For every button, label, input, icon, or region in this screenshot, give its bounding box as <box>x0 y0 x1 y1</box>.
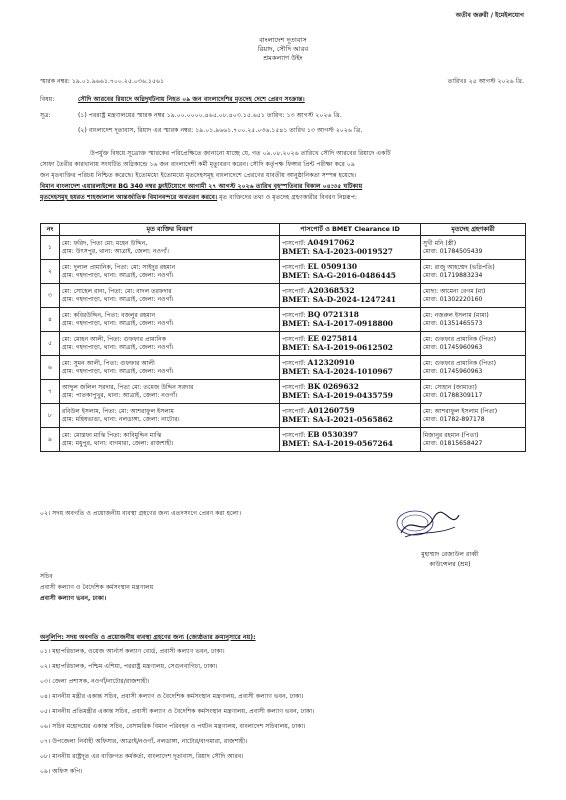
passport-cell <box>280 428 421 452</box>
signature-underline <box>405 527 455 537</box>
passport-number: EE 0275814 <box>307 334 358 343</box>
bmet-id: SA-I-2019-0567264 <box>312 438 393 448</box>
col-header-passport: পাসপোর্ট ও BMET Clearance ID <box>280 224 421 236</box>
copy-item: ০৯। অফিস কপি। <box>40 768 83 775</box>
deceased-address: গ্রাম: পাতকাপুখুর, থানা: আত্রাই, জেলা: নওগাঁ। <box>62 391 178 399</box>
sources-label: সূত্র: <box>40 112 51 119</box>
passport-number: A12320910 <box>307 358 355 367</box>
copy-item: ০১। মহাপরিচালক, ওয়েজ আর্নার্স কল্যাণ বোর্ড, প্রবাসী কল্যাণ ভবন, ঢাকা। <box>40 648 225 655</box>
passport-cell <box>280 308 421 332</box>
org-wing: শ্রমকল্যাণ উইং <box>263 54 303 62</box>
row-number: ৬ <box>41 356 60 380</box>
source-item: (২) বাংলাদেশ দূতাবাস, রিয়াদ এর স্মারক নম্বর: ১৯.০১.৯৬৬১.৭০০.২৫.০৩৬.১৫৪১ তারিখ ১৩ আগস্ট ২০২৬ খ্রি. <box>78 127 363 134</box>
receiver-name: সুখী মনি (স্ত্রী) <box>423 240 457 247</box>
table-row <box>41 332 526 356</box>
bmet-id: SA-I-2019-0435759 <box>312 390 393 400</box>
source-item: (১) পররাষ্ট্র মন্ত্রণালয়ের স্মারক নম্বর ১৯.০০.০০০০.৪৬৫.০৮.৪০৩.১৫.৬৫১ তারিখ: ১৩ আগস্ট ২০২৬ খ্রি. <box>78 112 342 119</box>
flight-info: বিমান বাংলাদেশ এয়ারলাইন্সের BG 340 নম্বর ফ্লাইটযোগে আগামী ২৭ আগস্ট ২০২৬ তারিখ বৃহস্পতিবার বিকাল ০৪:৩৫ ঘটিকায় <box>40 183 363 190</box>
receiver-phone: মোবা: 01782-897178 <box>423 415 485 423</box>
bmet-line <box>282 272 418 281</box>
table-header-row <box>41 224 526 236</box>
deceased-table <box>40 223 526 452</box>
passport-cell <box>280 332 421 356</box>
passport-number: EB 0530397 <box>307 430 359 439</box>
deceased-name: মো: কবিরউদ্দিন, পিতা: বজলুর রহমান <box>62 312 156 319</box>
subject-text: সৌদি আরবের রিয়াদে অগ্নিদুর্ঘটনায় নিহত ০৯ জন বাংলাদেশির মৃতদেহ দেশে প্রেরণ সংক্রান্ত। <box>78 96 305 103</box>
passport-label: পাসপোর্ট: <box>282 312 308 319</box>
receiver-name: মো: সোহান (জামাতা) <box>423 384 477 391</box>
passport-number: BQ 0721318 <box>307 310 359 319</box>
receiver-phone: মোবা: 01745960963 <box>423 367 483 375</box>
recipient-ministry: প্রবাসী কল্যাণ ও বৈদেশিক কর্মসংস্থান মন্ত্রণালয় <box>40 584 154 591</box>
bmet-label: BMET: <box>282 318 313 328</box>
deceased-address: গ্রাম: উৎসপুর, থানা: আত্রাই, জেলা: নওগাঁ। <box>62 247 169 255</box>
copy-item: ০২। মহাপরিচালক, পশ্চিম এশিয়া, পররাষ্ট্র মন্ত্রণালয়, সেগুনবাগিচা, ঢাকা। <box>40 663 218 670</box>
bmet-label: BMET: <box>282 438 313 448</box>
copy-item: ০৭। উপজেলা নির্বাহী অফিসার, আত্রাই/নওগাঁ, নলডাঙ্গা, নাটোর/বাগমারা, রাজশাহী। <box>40 738 248 745</box>
recipient-title: সচিব <box>40 573 53 580</box>
passport-cell <box>280 356 421 380</box>
col-header-no: নং <box>41 224 60 236</box>
recipient-address: প্রবাসী কল্যাণ ভবন, ঢাকা। <box>40 595 107 602</box>
table-row <box>41 236 526 260</box>
receiver-name: মো: নজরুল ইসলাম (মামা) <box>423 312 489 319</box>
deceased-cell <box>60 308 280 332</box>
receiver-phone: মোবা: 01815658427 <box>423 439 483 447</box>
passport-number: EL 0509130 <box>307 262 357 271</box>
deceased-cell <box>60 380 280 404</box>
table-row <box>41 308 526 332</box>
passport-number: A20368532 <box>307 286 355 295</box>
table-row <box>41 404 526 428</box>
bmet-line <box>282 416 418 425</box>
deceased-name: মো: মোস্তফা মাঝি পিতা: কাবিমুদ্দিন মাঝি <box>62 432 162 439</box>
table-row <box>41 260 526 284</box>
bmet-id: SA-I-2023-0019527 <box>312 246 393 256</box>
bmet-line <box>282 344 418 353</box>
row-number: ৮ <box>41 404 60 428</box>
bmet-id: SA-D-2024-1247241 <box>312 294 396 304</box>
deceased-cell <box>60 332 280 356</box>
copy-item: ০৫। মাননীয় প্রতিমন্ত্রীর একান্ত সচিব, প্রবাসী কল্যাণ ও বৈদেশিক কর্মসংস্থান মন্ত্রণালয়, প্রবাসী কল্যাণ ভবন, ঢাকা। <box>40 708 315 715</box>
deceased-cell <box>60 356 280 380</box>
bmet-line <box>282 296 418 305</box>
passport-label: পাসপোর্ট: <box>282 288 308 295</box>
receiver-cell <box>421 404 526 428</box>
arrival-info: মৃতদেহসমূহ হযরত শাহজালাল আন্তর্জাতিক বিমানবন্দরে অবতরণ করবে। <box>40 194 218 201</box>
deceased-name: মো: সুমন আলী, পিতা: গুফফার আলী <box>62 360 155 367</box>
deceased-name: মো: ফরিদ, পিতা মো: মহেন উদ্দিন, <box>62 240 148 247</box>
deceased-address: গ্রাম: মহিষভাঙা, থানা: নলডাঙ্গা, জেলা: নাটোর। <box>62 415 180 423</box>
bmet-label: BMET: <box>282 342 313 352</box>
bmet-id: SA-I-2024-1010967 <box>312 366 393 376</box>
stamp-inner-circle <box>402 515 428 531</box>
row-number: ৩ <box>41 284 60 308</box>
bmet-label: BMET: <box>282 294 313 304</box>
passport-label: পাসপোর্ট: <box>282 240 308 247</box>
bmet-line <box>282 440 418 449</box>
bmet-id: SA-G-2016-0486445 <box>312 270 396 280</box>
row-number: ৫ <box>41 332 60 356</box>
subject-label: বিষয়: <box>40 96 55 103</box>
receiver-cell <box>421 236 526 260</box>
passport-cell <box>280 236 421 260</box>
receiver-name: মোছা: আমেনা বেগম (মা) <box>423 288 486 295</box>
passport-label: পাসপোর্ট: <box>282 264 308 271</box>
passport-number: A04917062 <box>307 238 355 247</box>
bmet-id: SA-I-2021-0565862 <box>312 414 393 424</box>
row-number: ৯ <box>41 428 60 452</box>
bmet-label: BMET: <box>282 414 313 424</box>
memo-number: স্মারক নম্বর: ১৯.০১.৯৬৬১.৭০০.২৫.০৩৬.১৫৬১ <box>40 78 165 85</box>
bmet-line <box>282 368 418 377</box>
org-name: বাংলাদেশ দূতাবাস <box>259 36 307 44</box>
row-number: ১ <box>41 236 60 260</box>
receiver-name: মিজানুর রহমান (পিতা) <box>423 432 479 439</box>
deceased-address: গ্রাম: গহদাপাড়া, থানা: আত্রাই, জেলা: নওগাঁ। <box>62 319 174 327</box>
body-line: সোফা তৈরীর কারখানায় সংঘটিত অগ্নিকান্ডে ১৬ জন বাংলাদেশী কর্মী মৃত্যুবরণ করেন। সৌদি কর্তৃপক্ষ ফিঙ্গার প্রিন্ট পরীক্ষা করে ০৯ <box>40 161 355 168</box>
deceased-address: গ্রাম: গহদাপাড়া, থানা: আত্রাই, জেলা: নওগাঁ। <box>62 271 174 279</box>
receiver-cell <box>421 428 526 452</box>
passport-cell <box>280 284 421 308</box>
bmet-id: SA-I-2017-0918800 <box>312 318 393 328</box>
receiver-phone: মোবা: 01745960963 <box>423 343 483 351</box>
table-row <box>41 284 526 308</box>
org-location: রিয়াদ, সৌদি আরব <box>257 45 309 53</box>
receiver-cell <box>421 308 526 332</box>
bmet-id: SA-I-2019-0612502 <box>312 342 393 352</box>
row-number: ৭ <box>41 380 60 404</box>
receiver-name: মো: আশরাফুল ইসলাম (পিতা) <box>423 408 498 415</box>
deceased-address: গ্রাম: গহদাপাড়া, থানা: আত্রাই, জেলা: নওগাঁ। <box>62 295 174 303</box>
deceased-name: আব্দুল জলিল সরদার, পিতা মো: তমেজ উদ্দিন সরদার <box>62 384 194 391</box>
urgency-label: অতীব জরুরী / ইমেইলযোগ <box>455 12 524 19</box>
receiver-name: মো: রাজু আহম্মেদ (ভগ্নিপতি) <box>423 264 495 271</box>
passport-number: A01260759 <box>307 406 355 415</box>
col-header-receiver: মৃতদেহ গ্রহণকারী <box>421 224 526 236</box>
deceased-cell <box>60 404 280 428</box>
passport-cell <box>280 260 421 284</box>
bmet-label: BMET: <box>282 270 313 280</box>
receiver-name: মো: গুফফার প্রামানিক (পিতা) <box>423 360 497 367</box>
receiver-phone: মোবা: 01788309117 <box>423 391 483 399</box>
passport-cell <box>280 404 421 428</box>
closing-item: ০২। সদয় অবগতি ও প্রয়োজনীয় ব্যবস্থা গ্রহণের জন্য এতদসংগে প্রেরণ করা হলো। <box>40 510 242 517</box>
passport-label: পাসপোর্ট: <box>282 408 308 415</box>
receiver-cell <box>421 380 526 404</box>
bmet-line <box>282 248 418 257</box>
deceased-name: মো: সোহেল রানা, পিতা: মো: বাদল তরফদার <box>62 288 172 295</box>
passport-label: পাসপোর্ট: <box>282 384 308 391</box>
table-intro: মৃত ব্যক্তিদের তথ্য ও মৃতদেহ গ্রহণকারীর বিবরণ নিম্নরূপ: <box>217 194 357 201</box>
receiver-cell <box>421 356 526 380</box>
receiver-name: মো: গুফফার প্রামানিক (পিতা) <box>423 336 497 343</box>
copy-item: ০৪। মাননীয় মন্ত্রীর একান্ত সচিব, প্রবাসী কল্যাণ ও বৈদেশিক কর্মসংস্থান মন্ত্রণালয়, প্রবাসী কল্যাণ ভবন, ঢাকা। <box>40 693 304 700</box>
table-row <box>41 380 526 404</box>
body-line: জন মৃতব্যক্তির পরিচয় নিশ্চিত করেছে। ইতোমধ্যে ইতোমধ্যে মৃতদেহসমূহ বাংলাদেশে প্রেরণের যাবতীয় আনুষ্ঠানিকতা সম্পন্ন হয়েছে। <box>40 172 357 179</box>
table-row <box>41 428 526 452</box>
bmet-label: BMET: <box>282 246 313 256</box>
row-number: ৪ <box>41 308 60 332</box>
bmet-label: BMET: <box>282 366 313 376</box>
deceased-cell <box>60 236 280 260</box>
deceased-address: গ্রাম: গহদাপাড়া, থানা: আত্রাই, জেলা: নওগাঁ। <box>62 343 174 351</box>
receiver-phone: মোবা: 01784505439 <box>423 247 483 255</box>
col-header-deceased: মৃত ব্যক্তির বিবরণ <box>60 224 280 236</box>
deceased-cell <box>60 260 280 284</box>
bmet-line <box>282 320 418 329</box>
passport-label: পাসপোর্ট: <box>282 360 308 367</box>
signer-title: কাউন্সেলর (শ্রম) <box>429 561 471 568</box>
deceased-name: মো: দুলাল প্রামানিক, পিতা: মো: সাইদুর রহমান <box>62 264 176 271</box>
passport-label: পাসপোর্ট: <box>282 432 308 439</box>
passport-number: BK 0269632 <box>307 382 359 391</box>
passport-cell <box>280 380 421 404</box>
table-row <box>41 356 526 380</box>
receiver-cell <box>421 332 526 356</box>
receiver-cell <box>421 284 526 308</box>
bmet-label: BMET: <box>282 390 313 400</box>
deceased-cell <box>60 284 280 308</box>
row-number: ২ <box>41 260 60 284</box>
bmet-line <box>282 392 418 401</box>
memo-date: তারিখঃ ২৫ আগস্ট ২০২৬ খ্রি. <box>447 78 524 85</box>
copy-item: ০৩। জেলা প্রশাসক, নওগাঁ/নাটোর/রাজশাহী। <box>40 678 150 685</box>
copies-title: অনুলিপি: সদয় অবগতি ও প্রয়োজনীয় ব্যবস্থা গ্রহণের জন্য (জ্যেষ্ঠতার ক্রমানুসারে নয়): <box>40 634 256 641</box>
deceased-cell <box>60 428 280 452</box>
deceased-name: রবিউল ইসলাম, পিতা: মো: আশরাফুল ইসলাম <box>62 408 174 415</box>
copy-item: ০৬। সচিব মহোদয়ের একান্ত সচিব, বেসামরিক বিমান পরিবহন ও পর্যটন মন্ত্রণালয়, বাংলাদেশ সচিবালয়, ঢাকা। <box>40 723 306 730</box>
signature-image <box>393 505 465 547</box>
body-line-5 <box>40 194 357 202</box>
receiver-phone: মোবা: 01302220160 <box>423 295 483 303</box>
deceased-name: মো: মোহন আলী, পিতা: গুফফার প্রামানিক <box>62 336 166 343</box>
passport-label: পাসপোর্ট: <box>282 336 308 343</box>
copy-item: ০৮। মাননীয় রাষ্ট্রদূত এর ব্যক্তিগত কর্মকর্তা, বাংলাদেশ দূতাবাস, রিয়াদ সৌদি আরব। <box>40 753 244 760</box>
body-line: উপর্যুক্ত বিষয়ে সূত্রোক্ত স্মারকের পরিপ্রেক্ষিতে জানানো যাচ্ছে যে, গত ০৯.০৮.২০২৬ তারিখে সৌদি আরবের রিয়াদে একটি <box>90 150 391 157</box>
deceased-address: গ্রাম: মধুপুর, থানা: বাগমারা, জেলা: রাজশাহী। <box>62 439 174 447</box>
receiver-phone: মোবা: 01719883234 <box>423 271 483 279</box>
receiver-phone: মোবা: 01351465573 <box>423 319 483 327</box>
signer-name: মুহাম্মাদ রেজাউল রাব্বী <box>421 551 479 558</box>
receiver-cell <box>421 260 526 284</box>
deceased-address: গ্রাম: গহদাপাড়া, থানা: আত্রাই, জেলা: নওগাঁ। <box>62 367 174 375</box>
